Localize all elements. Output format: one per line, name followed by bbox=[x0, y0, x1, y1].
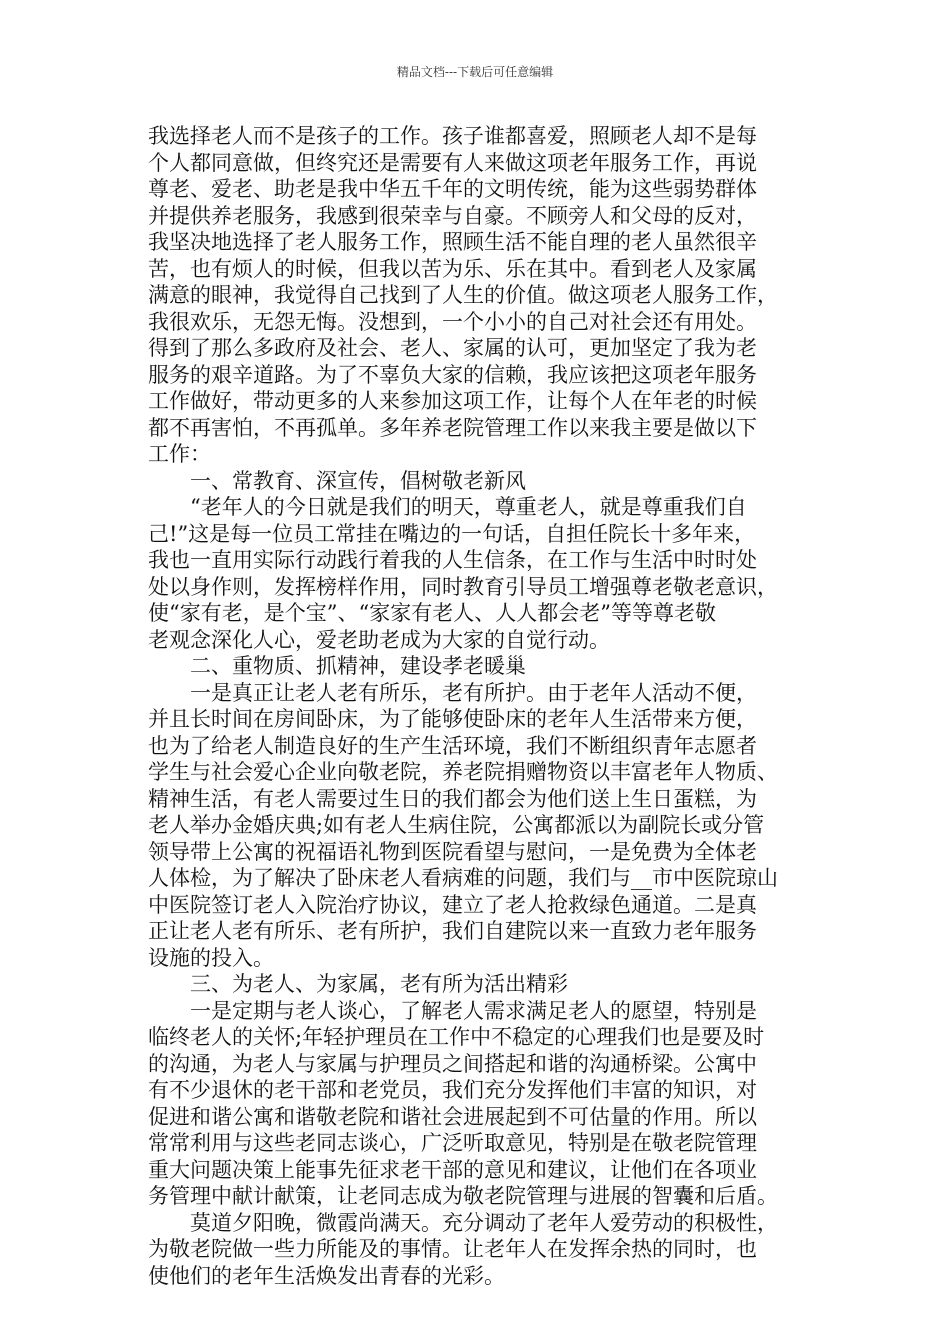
text-line: 使“家有老，是个宝”、“家家有老人、人人都会老”等等尊老敬 bbox=[148, 601, 716, 625]
text-line: 重大问题决策上能事先征求老干部的意见和建议，让他们在各项业 bbox=[148, 1157, 757, 1182]
text-line: 常常利用与这些老同志谈心，广泛听取意见，特别是在敬老院管理 bbox=[148, 1131, 757, 1155]
text-line: 学生与社会爱心企业向敬老院，养老院捐赠物资以丰富老年人物质、 bbox=[148, 760, 778, 784]
text-line: 我选择老人而不是孩子的工作。孩子谁都喜爱，照顾老人却不是每 bbox=[148, 124, 757, 148]
text-line: 我坚决地选择了老人服务工作，照顾生活不能自理的老人虽然很辛 bbox=[148, 230, 757, 254]
text-line: 工作做好，带动更多的人来参加这项工作，让每个人在年老的时候 bbox=[148, 389, 757, 413]
text-line: 尊老、爱老、助老是我中华五千年的文明传统，能为这些弱势群体 bbox=[148, 177, 757, 201]
text-line: 有不少退休的老干部和老党员，我们充分发挥他们丰富的知识，对 bbox=[148, 1078, 757, 1102]
text-line: 己!”这是每一位员工常挂在嘴边的一句话，自担任院长十多年来， bbox=[148, 521, 756, 546]
text-line: 设施的投入。 bbox=[148, 945, 274, 970]
text-line: “老年人的今日就是我们的明天，尊重老人，就是尊重我们自 bbox=[148, 495, 747, 519]
text-line: 苦，也有烦人的时候，但我以苦为乐、乐在其中。看到老人及家属 bbox=[148, 256, 757, 281]
text-line: 我很欢乐，无怨无悔。没想到，一个小小的自己对社会还有用处。 bbox=[148, 309, 757, 334]
text-line: 都不再害怕，不再孤单。多年养老院管理工作以来我主要是做以下 bbox=[148, 415, 757, 440]
text-line: 我也一直用实际行动践行着我的人生信条，在工作与生活中时时处 bbox=[148, 548, 757, 572]
text-line: 老观念深化人心，爱老助老成为大家的自觉行动。 bbox=[148, 627, 610, 652]
text-line: 莫道夕阳晚，微霞尚满天。充分调动了老年人爱劳动的积极性， bbox=[148, 1210, 778, 1235]
text-line: 满意的眼神，我觉得自己找到了人生的价值。做这项老人服务工作， bbox=[148, 283, 778, 307]
text-line: 领导带上公寓的祝福语礼物到医院看望与慰问，一是免费为全体老 bbox=[148, 839, 757, 864]
text-line: 使他们的老年生活焕发出青春的光彩。 bbox=[148, 1263, 505, 1288]
text-line: 一是定期与老人谈心，了解老人需求满足老人的愿望，特别是 bbox=[148, 998, 757, 1023]
text-line: 也为了给老人制造良好的生产生活环境，我们不断组织青年志愿者 bbox=[148, 733, 757, 758]
text-line: 正让老人老有所乐、老有所护，我们自建院以来一直致力老年服务 bbox=[148, 919, 757, 943]
text-line: 服务的艰辛道路。为了不辜负大家的信赖，我应该把这项老年服务 bbox=[148, 362, 757, 387]
text-line: 临终老人的关怀;年轻护理员在工作中不稳定的心理我们也是要及时 bbox=[148, 1025, 765, 1049]
text-line: 老人举办金婚庆典;如有老人生病住院，公寓都派以为副院长或分管 bbox=[148, 813, 765, 837]
text-line: 为敬老院做一些力所能及的事情。让老年人在发挥余热的同时，也 bbox=[148, 1237, 757, 1261]
text-line: 个人都同意做，但终究还是需要有人来做这项老年服务工作，再说 bbox=[148, 150, 757, 175]
page-header: 精品文档---下载后可任意编辑 bbox=[396, 65, 554, 79]
text-line: 得到了那么多政府及社会、老人、家属的认可，更加坚定了我为老 bbox=[148, 336, 757, 360]
text-line: 工作： bbox=[148, 442, 211, 466]
text-line: 一、常教育、深宣传，倡树敬老新风 bbox=[148, 468, 526, 493]
text-line: 促进和谐公寓和谐敬老院和谐社会进展起到不可估量的作用。所以 bbox=[148, 1104, 757, 1129]
text-line: 务管理中献计献策，让老同志成为敬老院管理与进展的智囊和后盾。 bbox=[148, 1184, 778, 1208]
text-line: 一是真正让老人老有所乐，老有所护。由于老年人活动不便， bbox=[148, 680, 757, 705]
text-line: 并且长时间在房间卧床，为了能够使卧床的老年人生活带来方便， bbox=[148, 707, 757, 731]
text-line: 的沟通，为老人与家属与护理员之间搭起和谐的沟通桥梁。公寓中 bbox=[148, 1051, 757, 1076]
text-line: 中医院签订老人入院治疗协议，建立了老人抢救绿色通道。二是真 bbox=[148, 892, 757, 917]
text-line: 三、为老人、为家属，老有所为活出精彩 bbox=[148, 972, 568, 996]
text-line: 二、重物质、抓精神，建设孝老暖巢 bbox=[148, 654, 526, 678]
text-line: 处以身作则，发挥榜样作用，同时教育引导员工增强尊老敬老意识， bbox=[148, 574, 778, 599]
document-body bbox=[148, 123, 830, 1289]
text-line: 并提供养老服务，我感到很荣幸与自豪。不顾旁人和父母的反对， bbox=[148, 203, 757, 228]
text-line: 精神生活，有老人需要过生日的我们都会为他们送上生日蛋糕，为 bbox=[148, 786, 757, 811]
text-line: 人体检，为了解决了卧床老人看病难的问题，我们与__市中医院琼山 bbox=[148, 866, 778, 890]
